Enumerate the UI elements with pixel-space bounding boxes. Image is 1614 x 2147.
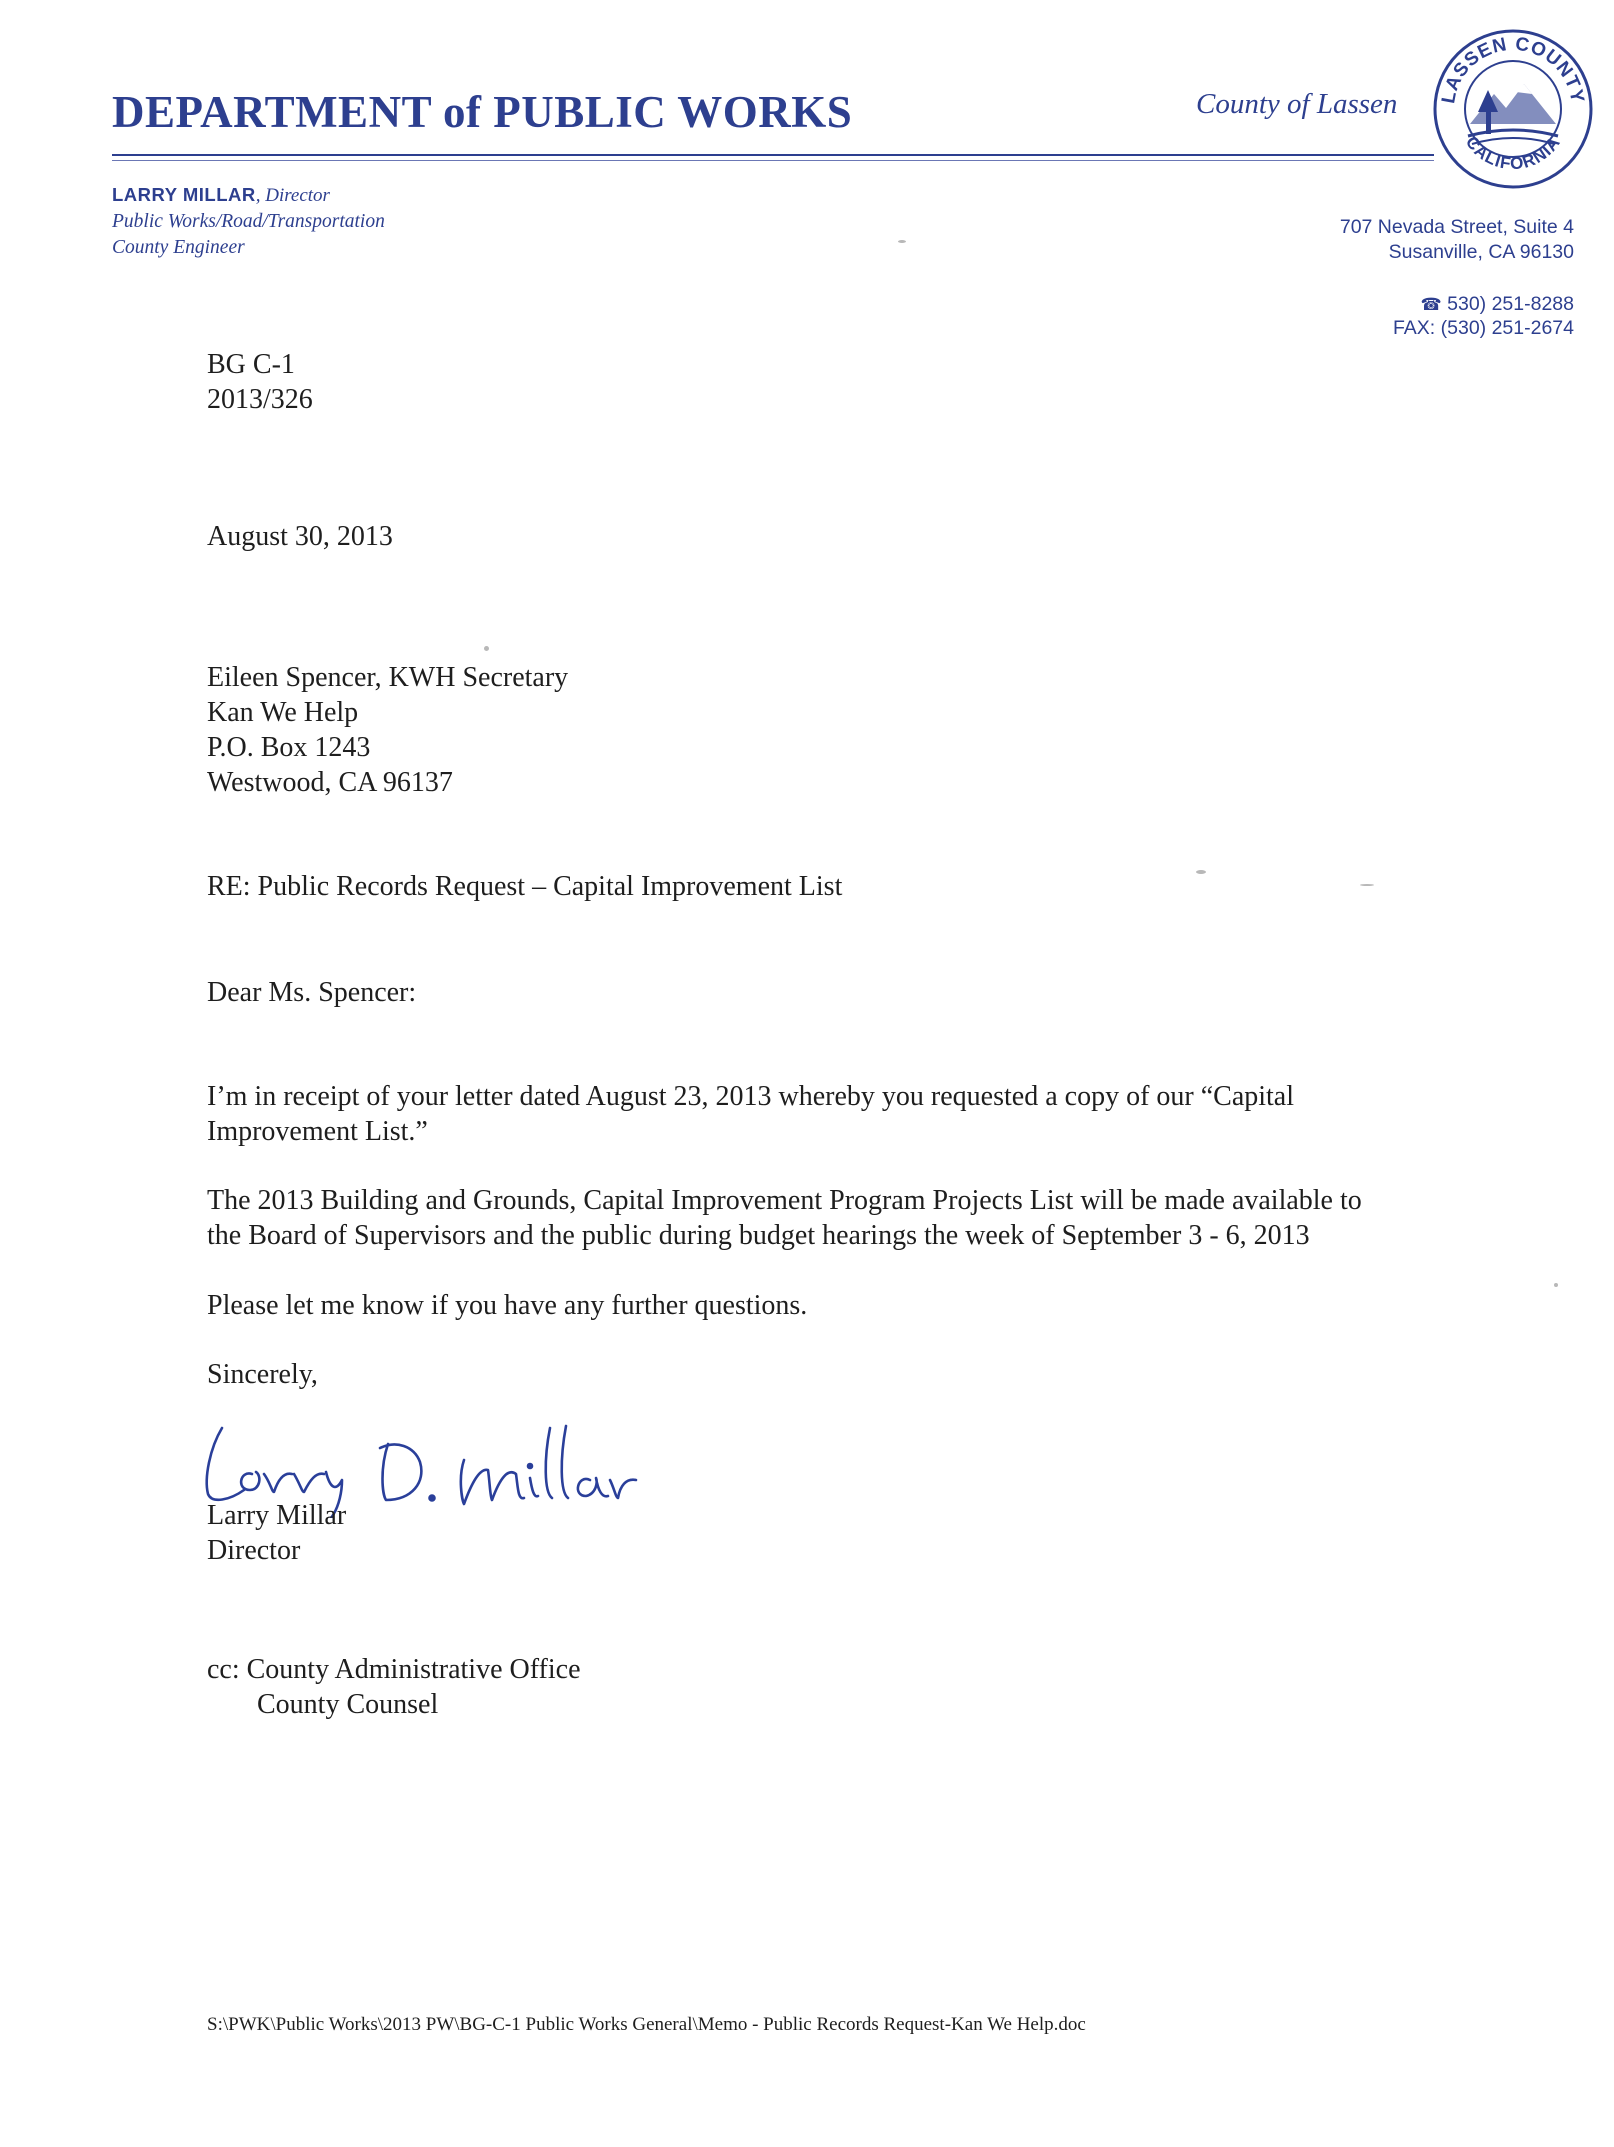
recipient-po-box: P.O. Box 1243 (207, 732, 371, 763)
recipient-organization: Kan We Help (207, 697, 359, 728)
subject-line: RE: Public Records Request – Capital Improvement List (207, 871, 843, 902)
scan-speck (1554, 1283, 1558, 1287)
recipient-city: Westwood, CA 96137 (207, 767, 453, 798)
scan-speck (898, 240, 906, 243)
reference-number: 2013/326 (207, 384, 313, 415)
county-seal-icon (1432, 28, 1594, 190)
director-name-text: LARRY MILLAR (112, 184, 256, 205)
closing: Sincerely, (207, 1359, 318, 1390)
paragraph-1-line-1: I’m in receipt of your letter dated August 23, 2013 whereby you requested a copy of our “Capital (207, 1081, 1295, 1112)
letter-date: August 30, 2013 (207, 521, 393, 552)
scan-speck (1360, 884, 1374, 886)
paragraph-1-line-2: Improvement List.” (207, 1116, 428, 1147)
address-city: Susanville, CA 96130 (1388, 241, 1574, 263)
scan-speck (1196, 870, 1206, 874)
cc-line-1: cc: County Administrative Office (207, 1654, 581, 1685)
phone-number-text: 530) 251-8288 (1447, 293, 1574, 315)
cc-line-2: County Counsel (257, 1689, 439, 1720)
fax-number: FAX: (530) 251-2674 (1392, 317, 1574, 339)
recipient-name: Eileen Spencer, KWH Secretary (207, 662, 569, 693)
director-title: , Director (255, 185, 330, 206)
signer-name: Larry Millar (207, 1500, 347, 1531)
salutation: Dear Ms. Spencer: (207, 977, 417, 1008)
scan-speck (484, 646, 489, 651)
phone-icon: ☎ (1420, 295, 1442, 314)
svg-text:LASSEN COUNTY: LASSEN COUNTY (1438, 33, 1588, 106)
address-street: 707 Nevada Street, Suite 4 (1339, 216, 1574, 238)
paragraph-2-line-1: The 2013 Building and Grounds, Capital Improvement Program Projects List will be made available to (207, 1185, 1362, 1216)
director-role-line-2: County Engineer (112, 237, 245, 258)
department-title: DEPARTMENT of PUBLIC WORKS (112, 87, 853, 137)
paragraph-2-line-2: the Board of Supervisors and the public during budget hearings the week of September 3 - 6, 2013 (207, 1220, 1310, 1251)
signer-title: Director (207, 1535, 301, 1566)
reference-code: BG C-1 (207, 349, 295, 380)
letterhead-rule (112, 154, 1434, 156)
letterhead-rule-thin (112, 160, 1434, 161)
director-name (112, 184, 330, 207)
phone-number (1421, 293, 1574, 316)
paragraph-3: Please let me know if you have any further questions. (207, 1290, 808, 1321)
file-path-footer: S:\PWK\Public Works\2013 PW\BG-C-1 Public Works General\Memo - Public Records Request-Kan We Help.doc (207, 2014, 1086, 2035)
director-role-line: Public Works/Road/Transportation (112, 211, 385, 232)
county-name: County of Lassen (1196, 88, 1398, 120)
svg-text:CALIFORNIA: CALIFORNIA (1461, 132, 1565, 174)
